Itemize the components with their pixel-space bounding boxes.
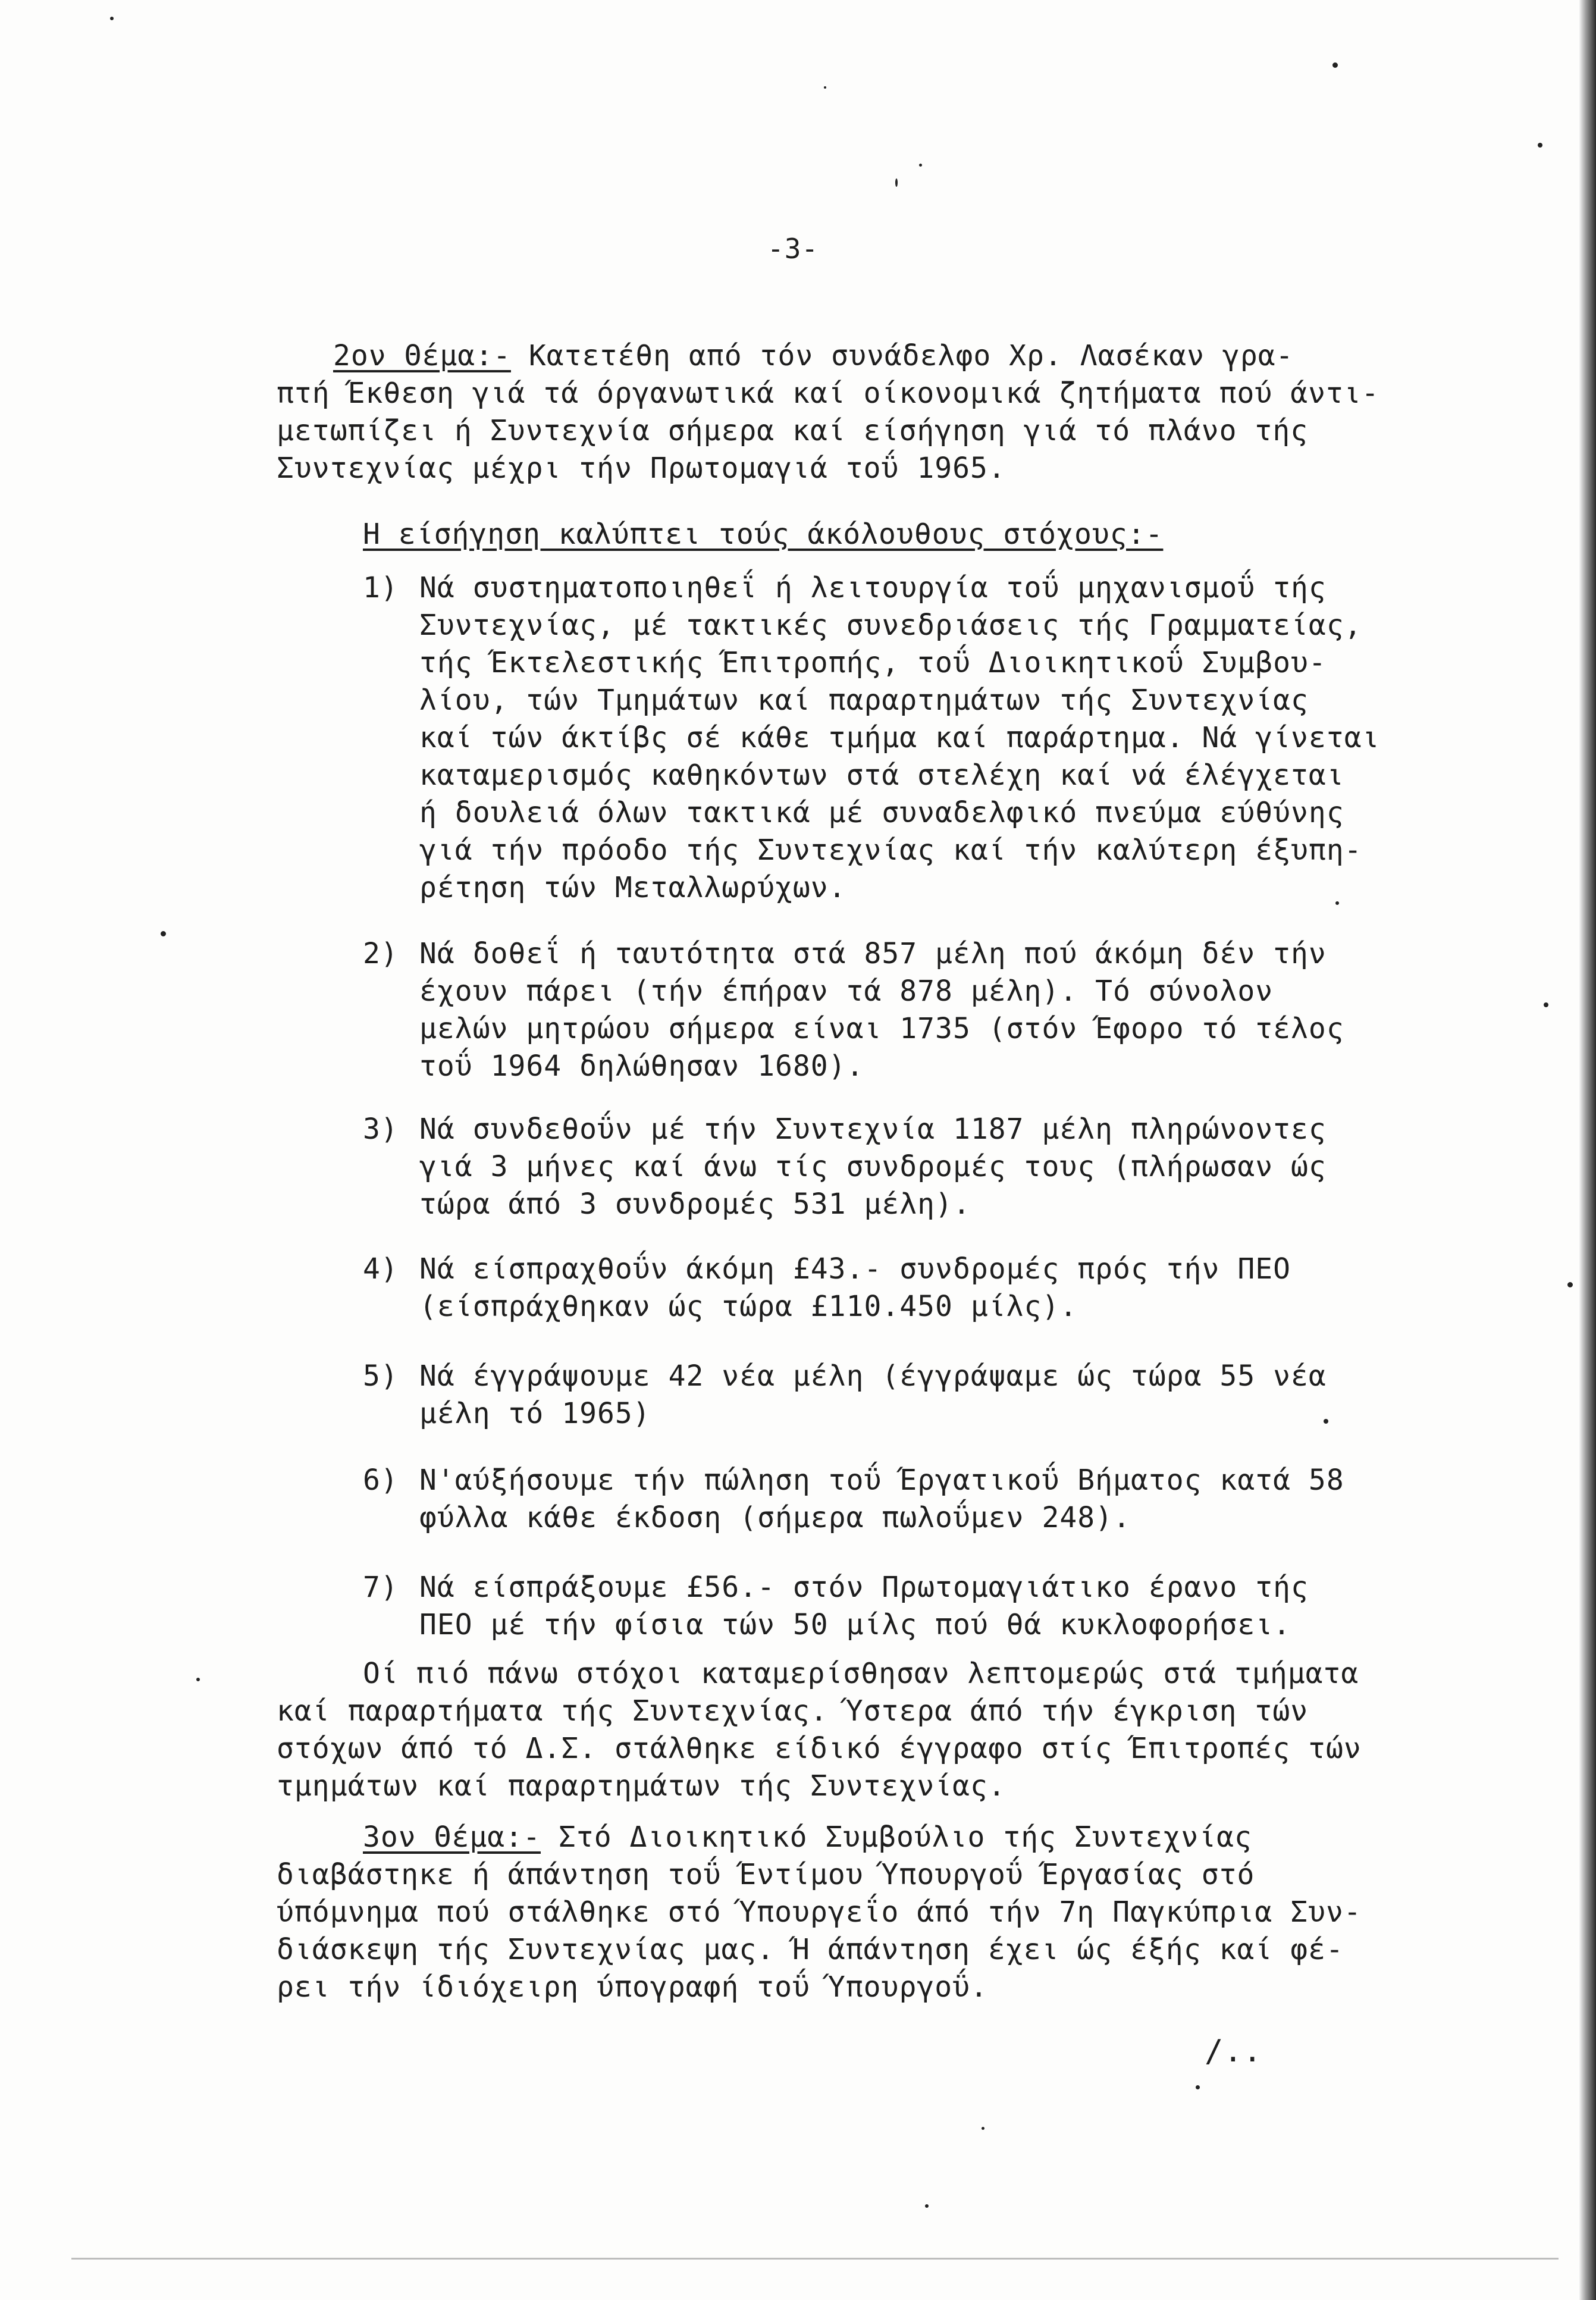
scan-speck bbox=[161, 931, 166, 936]
item-2-line: Νά δοθεΐ ή ταυτότητα στά 857 μέλη πού άκόμη δέν τήν bbox=[419, 937, 1327, 970]
third-topic-line-1 bbox=[363, 1820, 1252, 1854]
item-number-1: 1) bbox=[363, 571, 399, 604]
scan-speck bbox=[1332, 62, 1338, 68]
intro-heading: 2ον Θέμα:- bbox=[333, 339, 511, 372]
third-line: διαβάστηκε ή άπάντηση τοΰ Έντίμου Ύπουργοΰ Έργασίας στό bbox=[277, 1858, 1255, 1891]
item-1-line: καί τών άκτίβς σέ κάθε τμήμα καί παράρτημα. Νά γίνεται bbox=[419, 721, 1380, 754]
intro-line-1-text: Κατετέθη από τόν συνάδελφο Χρ. Λασέκαν γρα- bbox=[528, 339, 1294, 372]
third-line: ρει τήν ίδιόχειρη ύπογραφή τοΰ Ύπουργοΰ. bbox=[277, 1970, 988, 2004]
item-3-line: Νά συνδεθοΰν μέ τήν Συντεχνία 1187 μέλη πληρώνοντες bbox=[419, 1113, 1327, 1146]
goals-subheading: Η είσήγηση καλύπτει τούς άκόλουθους στόχους:- bbox=[363, 518, 1164, 551]
item-number-2: 2) bbox=[363, 937, 399, 970]
third-line: διάσκεψη τής Συντεχνίας μας. Ή άπάντηση έχει ώς έξής καί φέ- bbox=[277, 1933, 1344, 1966]
intro-line-3: μετωπίζει ή Συντεχνία σήμερα καί είσήγηση γιά τό πλάνο τής bbox=[277, 414, 1309, 447]
summary-line: στόχων άπό τό Δ.Σ. στάλθηκε είδικό έγγραφο στίς Έπιτροπές τών bbox=[277, 1732, 1362, 1765]
page-number: -3- bbox=[767, 233, 819, 265]
item-4-line: (είσπράχθηκαν ώς τώρα £110.450 μίλς). bbox=[419, 1290, 1078, 1323]
scan-speck bbox=[1324, 1419, 1328, 1424]
intro-paragraph-line-1 bbox=[333, 339, 1294, 372]
item-7-line: Νά είσπράξουμε £56.- στόν Πρωτομαγιάτικο έρανο τής bbox=[419, 1571, 1309, 1604]
scan-speck bbox=[1544, 1002, 1548, 1007]
item-4-line: Νά είσπραχθοΰν άκόμη £43.- συνδρομές πρός τήν ΠΕΟ bbox=[419, 1252, 1291, 1286]
item-1-line: Συντεχνίας, μέ τακτικές συνεδριάσεις τής Γραμματείας, bbox=[419, 609, 1362, 642]
scan-speck bbox=[919, 164, 922, 167]
item-number-7: 7) bbox=[363, 1571, 399, 1604]
scan-edge-shadow bbox=[1579, 0, 1596, 2300]
item-2-line: έχουν πάρει (τήν έπήραν τά 878 μέλη). Τό σύνολον bbox=[419, 974, 1274, 1008]
scan-bottom-rule bbox=[71, 2258, 1559, 2260]
scan-speck bbox=[1538, 143, 1542, 148]
scan-speck bbox=[1567, 1282, 1573, 1287]
scan-speck bbox=[925, 2204, 929, 2208]
summary-line: τμημάτων καί παραρτημάτων τής Συντεχνίας. bbox=[277, 1769, 1006, 1803]
item-1-line: τής Έκτελεστικής Έπιτροπής, τοΰ Διοικητικοΰ Συμβου- bbox=[419, 646, 1327, 679]
item-1-line: ή δουλειά όλων τακτικά μέ συναδελφικό πνεύμα εύθύνης bbox=[419, 796, 1344, 829]
item-1-line: γιά τήν πρόοδο τής Συντεχνίας καί τήν καλύτερη έξυπη- bbox=[419, 833, 1362, 867]
item-7-line: ΠΕΟ μέ τήν φίσια τών 50 μίλς πού θά κυκλοφορήσει. bbox=[419, 1608, 1291, 1641]
scan-speck bbox=[824, 86, 826, 89]
item-3-line: τώρα άπό 3 συνδρομές 531 μέλη). bbox=[419, 1187, 971, 1221]
third-topic-heading: 3ον Θέμα:- bbox=[363, 1820, 541, 1854]
item-1-line: Νά συστηματοποιηθεΐ ή λειτουργία τοΰ μηχανισμοΰ τής bbox=[419, 571, 1327, 604]
summary-line: Οί πιό πάνω στόχοι καταμερίσθησαν λεπτομερώς στά τμήματα bbox=[363, 1657, 1359, 1690]
item-6-line: Ν'αύξήσουμε τήν πώληση τοΰ Έργατικοΰ Βήματος κατά 58 bbox=[419, 1464, 1344, 1497]
item-5-line: Νά έγγράψουμε 42 νέα μέλη (έγγράψαμε ώς τώρα 55 νέα bbox=[419, 1359, 1327, 1393]
item-6-line: φύλλα κάθε έκδοση (σήμερα πωλοΰμεν 248). bbox=[419, 1501, 1131, 1534]
third-line-1-text: Στό Διοικητικό Συμβούλιο τής Συντεχνίας bbox=[558, 1820, 1252, 1854]
summary-line: καί παραρτήματα τής Συντεχνίας. Ύστερα άπό τήν έγκριση τών bbox=[277, 1694, 1309, 1728]
item-number-5: 5) bbox=[363, 1359, 399, 1393]
scan-speck bbox=[196, 1678, 200, 1681]
intro-line-2: πτή Έκθεση γιά τά όργανωτικά καί οίκονομικά ζητήματα πού άντι- bbox=[277, 377, 1379, 410]
item-1-line: λίου, τών Τμημάτων καί παραρτημάτων τής Συντεχνίας bbox=[419, 684, 1309, 717]
item-number-3: 3) bbox=[363, 1113, 399, 1146]
scan-speck bbox=[1335, 901, 1339, 905]
intro-line-4: Συντεχνίας μέχρι τήν Πρωτομαγιά τοΰ 1965. bbox=[277, 452, 1006, 485]
item-number-6: 6) bbox=[363, 1464, 399, 1497]
third-line: ύπόμνημα πού στάλθηκε στό Ύπουργεΐο άπό τήν 7η Παγκύπρια Συν- bbox=[277, 1895, 1362, 1929]
scan-speck bbox=[1196, 2085, 1200, 2089]
item-number-4: 4) bbox=[363, 1252, 399, 1286]
continuation-mark: /.. bbox=[1205, 2033, 1262, 2069]
item-1-line: καταμερισμός καθηκόντων στά στελέχη καί νά έλέγχεται bbox=[419, 759, 1344, 792]
item-2-line: τοΰ 1964 δηλώθησαν 1680). bbox=[419, 1049, 864, 1083]
item-3-line: γιά 3 μήνες καί άνω τίς συνδρομές τους (πλήρωσαν ώς bbox=[419, 1150, 1327, 1183]
item-5-line: μέλη τό 1965) bbox=[419, 1397, 651, 1430]
scan-speck bbox=[110, 17, 114, 20]
item-1-line: ρέτηση τών Μεταλλωρύχων. bbox=[419, 871, 846, 904]
item-2-line: μελών μητρώου σήμερα είναι 1735 (στόν Έφορο τό τέλος bbox=[419, 1012, 1344, 1045]
scan-speck bbox=[895, 178, 898, 187]
scan-speck bbox=[982, 2127, 984, 2130]
